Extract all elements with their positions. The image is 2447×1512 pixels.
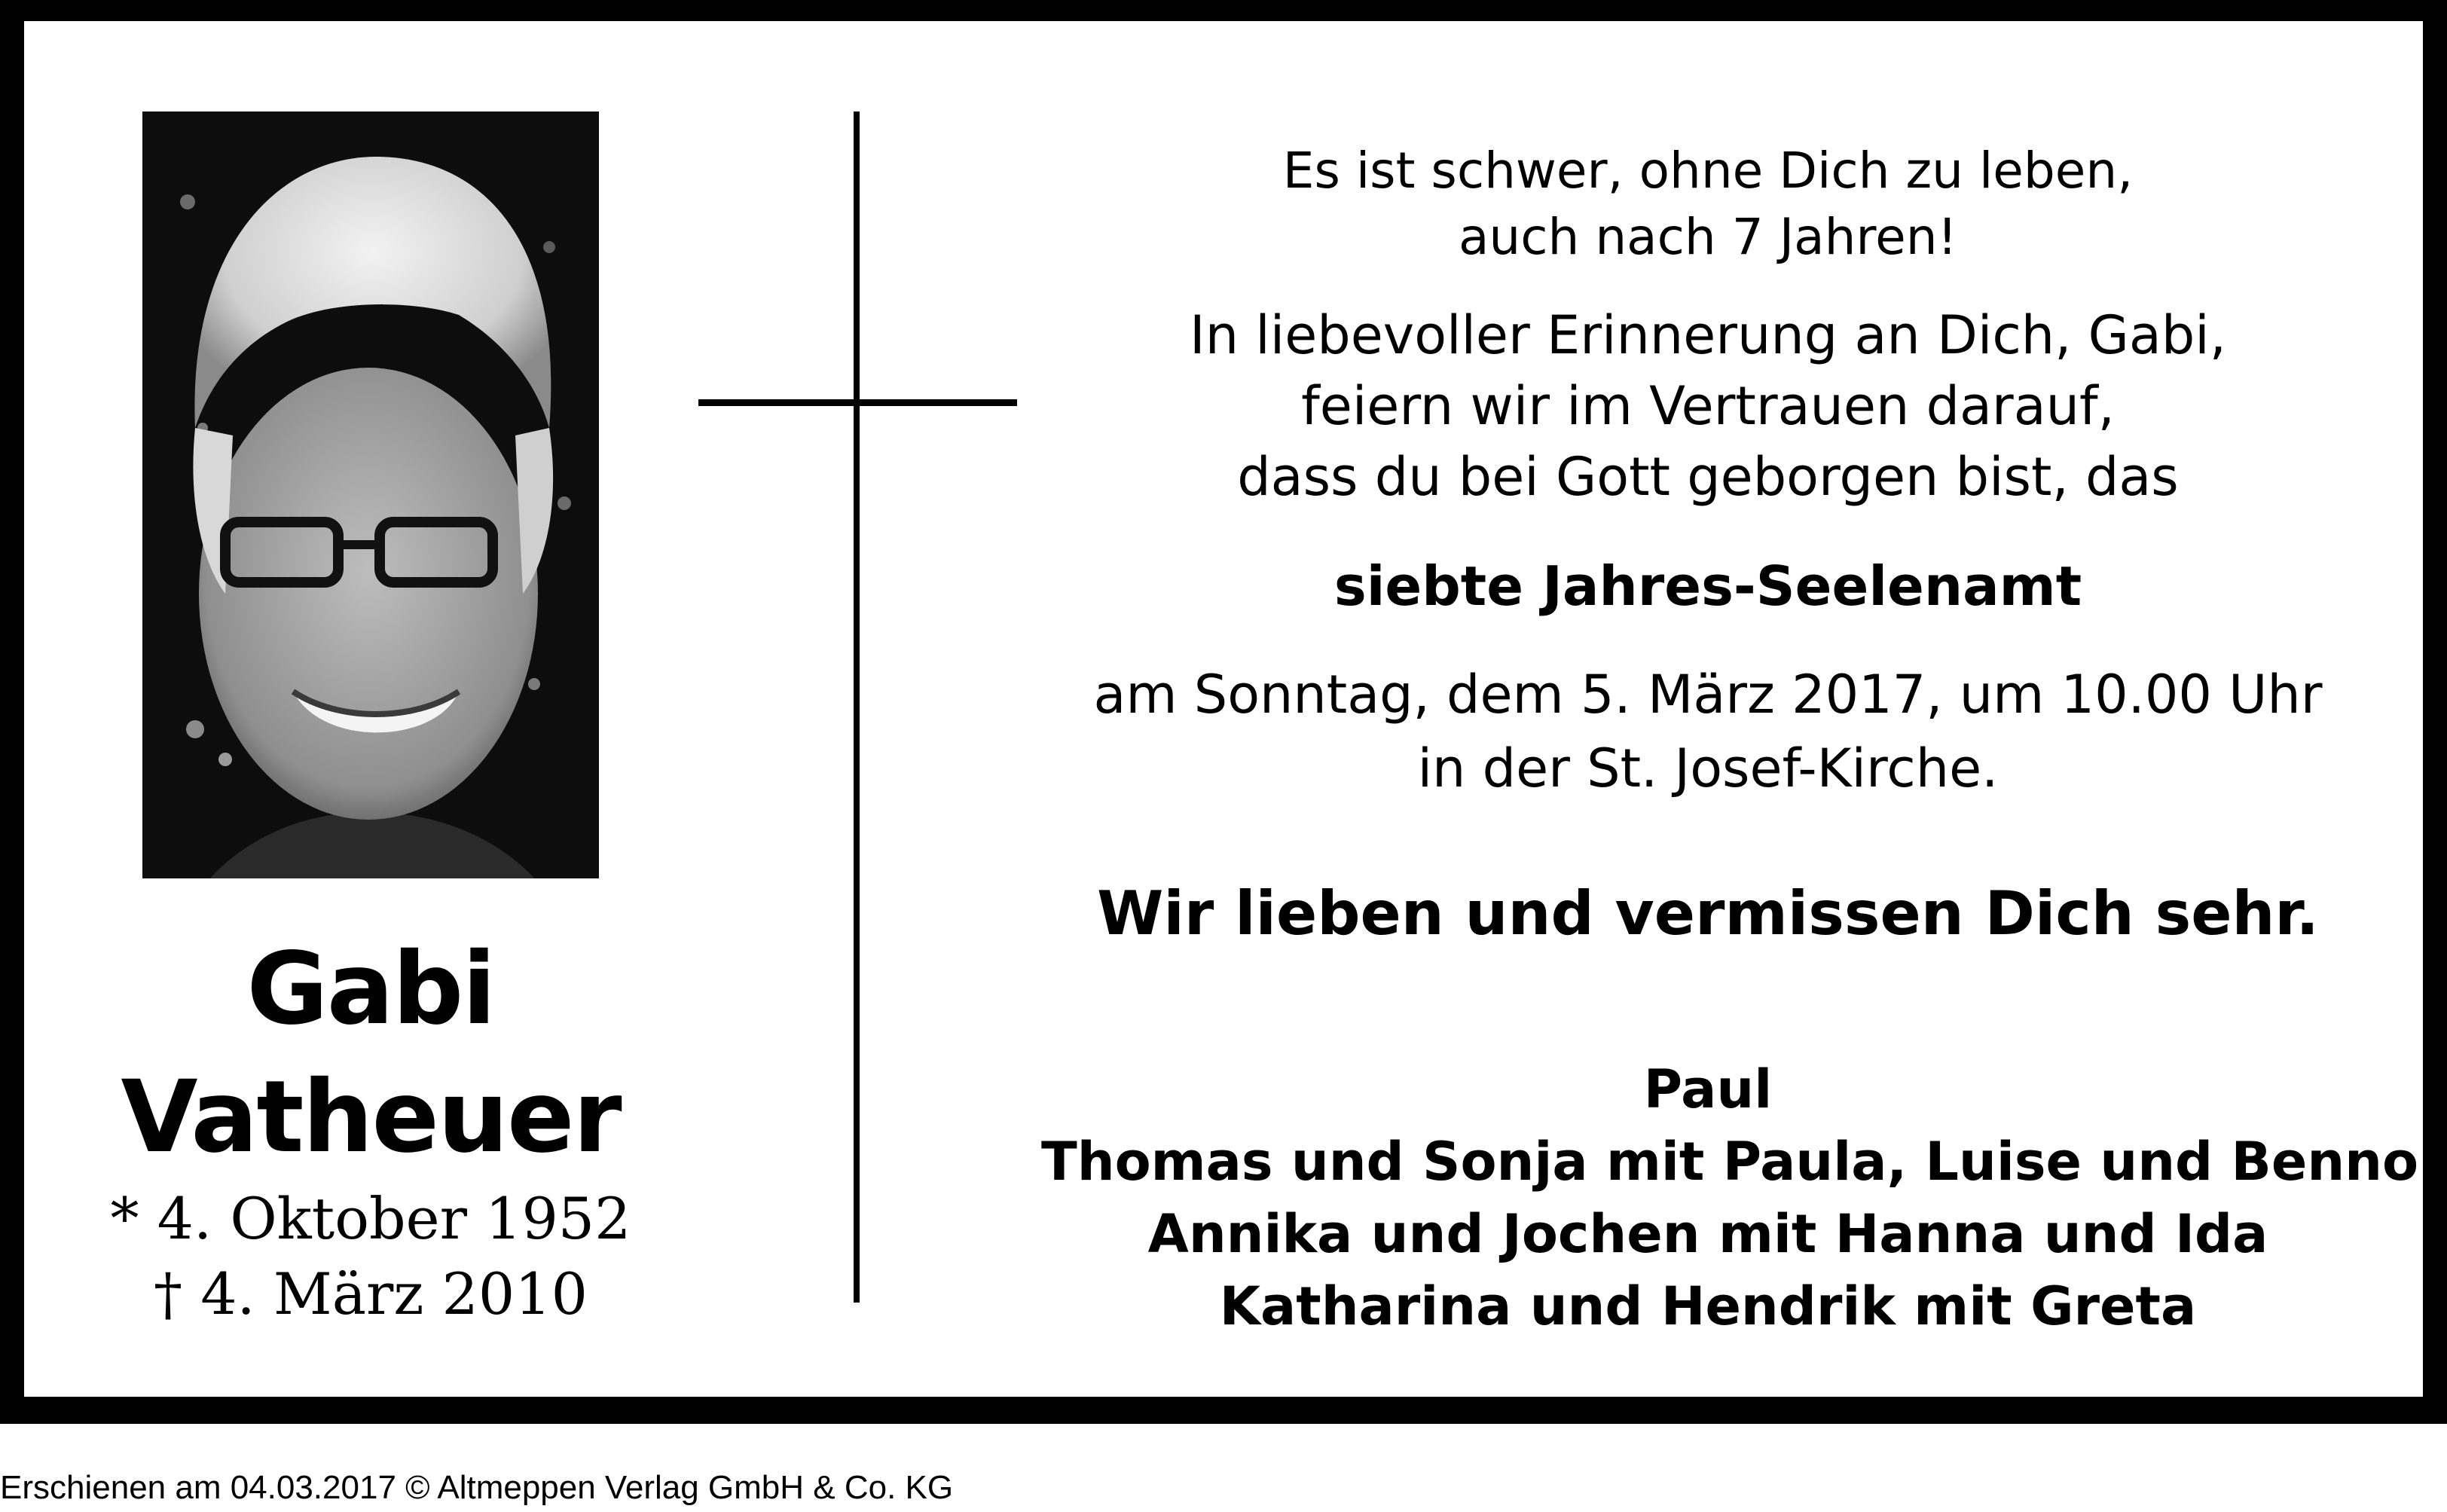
- portrait-photo-icon: [142, 111, 599, 878]
- deceased-first-name: Gabi: [246, 931, 495, 1047]
- remembrance-line: feiern wir im Vertrauen darauf,: [1301, 375, 2115, 437]
- mourner-name: Thomas und Sonja mit Paula, Luise und Benno: [1041, 1131, 2419, 1193]
- publication-footer: Erschienen am 04.03.2017 © Altmeppen Verlag GmbH & Co. KG: [0, 1469, 954, 1506]
- obituary-card-inner: [24, 21, 2423, 1397]
- cross-icon: [854, 111, 860, 1303]
- intro-text: [1041, 138, 2375, 270]
- death-date: † 4. März 2010: [154, 1260, 588, 1327]
- mourner-name: Annika und Jochen mit Hanna und Ida: [1147, 1203, 2268, 1265]
- intro-line: Es ist schwer, ohne Dich zu leben,: [1282, 142, 2134, 200]
- remembrance-line: dass du bei Gott geborgen bist, das: [1237, 446, 2179, 508]
- intro-line: auch nach 7 Jahren!: [1458, 208, 1958, 266]
- remembrance-text: [1041, 300, 2375, 512]
- event-details: [1041, 658, 2375, 805]
- event-date-line: am Sonntag, dem 5. März 2017, um 10.00 Uhr: [1093, 664, 2323, 725]
- birth-date: * 4. Oktober 1952: [110, 1185, 631, 1252]
- portrait-photo: [142, 111, 599, 878]
- remembrance-line: In liebevoller Erinnerung an Dich, Gabi,: [1190, 304, 2226, 366]
- mourner-name: Katharina und Hendrik mit Greta: [1219, 1275, 2197, 1337]
- cross-crossbar: [698, 399, 1017, 406]
- event-location-line: in der St. Josef-Kirche.: [1417, 738, 1999, 799]
- mourner-name: Paul: [1643, 1058, 1773, 1120]
- closing-message: Wir lieben und vermissen Dich sehr.: [1097, 878, 2319, 948]
- event-title: siebte Jahres-Seelenamt: [1333, 554, 2082, 618]
- mourners-list: [1041, 1053, 2419, 1342]
- deceased-last-name: Vatheuer: [121, 1059, 621, 1175]
